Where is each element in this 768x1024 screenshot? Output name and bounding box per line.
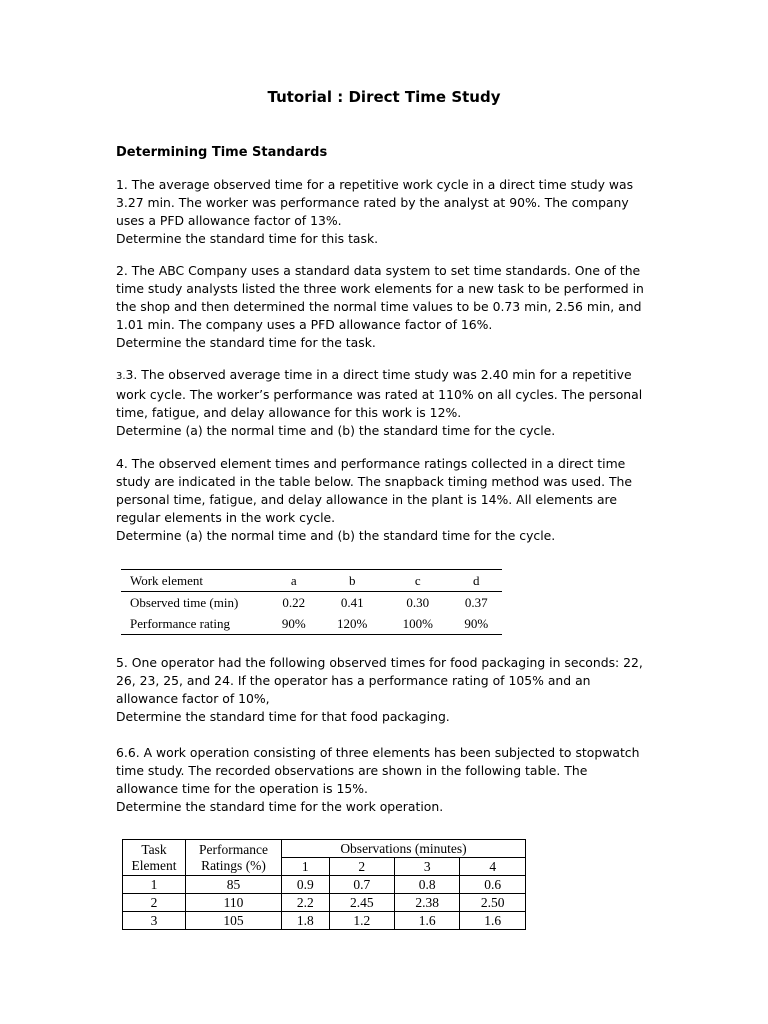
table-cell: 0.22 [282, 594, 306, 610]
question-1-line: 3.27 min. The worker was performance rated by the analyst at 90%. The company [116, 194, 629, 210]
table-header-cell: 1 [282, 858, 330, 876]
question-3-line [116, 366, 656, 386]
table-row [121, 592, 502, 614]
question-2 [116, 262, 656, 352]
question-1 [116, 176, 656, 248]
table-cell: 90% [281, 615, 306, 631]
question-4-line: 4. The observed element times and performance ratings collected in a direct time [116, 456, 626, 471]
table-cell: 0.41 [340, 594, 364, 610]
table-cell: 2.50 [460, 894, 526, 912]
table-cell: 2.45 [329, 894, 394, 912]
question-1-line: Determine the standard time for this task. [116, 230, 379, 246]
header-text: Ratings (%) [201, 857, 266, 873]
question-2-line: Determine the standard time for the task. [116, 334, 376, 350]
table-cell: 1.8 [282, 912, 330, 930]
question-5-line: 5. One operator had the following observed times for food packaging in seconds: 22, [116, 655, 643, 670]
table-header-row [121, 570, 502, 592]
table-cell: 0.8 [394, 876, 459, 894]
question-5-line: 26, 23, 25, and 24. If the operator has a performance rating of 105% and an [116, 672, 591, 688]
table-cell: 85 [186, 876, 282, 894]
question-2-line: the shop and then determined the normal time values to be 0.73 min, 2.56 min, and [116, 298, 642, 314]
question-3-first-line: 3. The observed average time in a direct time study was 2.40 min for a repetitive [125, 367, 632, 382]
table-header-cell: 4 [460, 858, 526, 876]
table-cell: 1 [123, 876, 186, 894]
table-header-cell [123, 840, 186, 876]
table-cell: 1.2 [329, 912, 394, 930]
table-row [123, 912, 526, 930]
question-4-line: study are indicated in the table below. The snapback timing method was used. The [116, 473, 633, 489]
table-cell: 3 [123, 912, 186, 930]
question-6-line: time study. The recorded observations are shown in the following table. The [116, 762, 588, 778]
table-cell: 0.6 [460, 876, 526, 894]
table-cell: 100% [402, 615, 433, 631]
question-4-line: personal time, fatigue, and delay allowance in the plant is 14%. All elements are [116, 491, 617, 507]
table-header-cell: a [268, 570, 319, 592]
table-cell: 120% [337, 615, 368, 631]
observations-table [122, 839, 526, 930]
table-cell: 90% [464, 615, 489, 631]
question-3-line: Determine (a) the normal time and (b) the standard time for the cycle. [116, 422, 556, 438]
table-header-cell: Observations (minutes) [282, 840, 526, 858]
question-6 [116, 744, 656, 816]
question-6-line: 6.6. A work operation consisting of three elements has been subjected to stopwatch [116, 745, 640, 760]
page-title: Tutorial : Direct Time Study [267, 88, 501, 106]
table-cell: 2.38 [394, 894, 459, 912]
question-4-line: Determine (a) the normal time and (b) the standard time for the cycle. [116, 527, 556, 543]
table-cell: 0.30 [406, 594, 430, 610]
table-cell: 105 [186, 912, 282, 930]
question-6-line: allowance time for the operation is 15%. [116, 780, 368, 796]
table-header-cell: d [451, 570, 503, 592]
table-row [121, 613, 502, 635]
header-text: Element [131, 857, 177, 873]
table-header-cell [186, 840, 282, 876]
table-header-row [123, 840, 526, 858]
question-6-line: Determine the standard time for the work operation. [116, 798, 444, 814]
table-header-cell: 3 [394, 858, 459, 876]
question-5-line: allowance factor of 10%, [116, 690, 270, 706]
section-heading: Determining Time Standards [116, 145, 328, 160]
table-cell: 0.9 [282, 876, 330, 894]
question-4-line: regular elements in the work cycle. [116, 509, 336, 525]
header-text: Performance [199, 841, 268, 857]
question-2-line: 1.01 min. The company uses a PFD allowance factor of 16%. [116, 316, 493, 332]
question-3-line: time, fatigue, and delay allowance for this work is 12%. [116, 404, 462, 420]
question-2-line: 2. The ABC Company uses a standard data system to set time standards. One of the [116, 263, 641, 278]
table-cell: 0.37 [464, 594, 488, 610]
table-cell: Performance rating [130, 615, 230, 631]
question-5 [116, 654, 656, 726]
question-2-line: time study analysts listed the three work elements for a new task to be performed in [116, 280, 644, 296]
table-header-cell: b [319, 570, 385, 592]
question-1-line: 1. The average observed time for a repetitive work cycle in a direct time study was [116, 177, 634, 192]
question-3-prefix: 3. [116, 371, 126, 382]
table-cell: 110 [186, 894, 282, 912]
table-header-cell: c [385, 570, 451, 592]
table-header-cell: 2 [329, 858, 394, 876]
header-text: Task [141, 841, 167, 857]
question-3 [116, 366, 656, 440]
work-element-table [121, 569, 502, 635]
question-5-line: Determine the standard time for that food packaging. [116, 708, 450, 724]
table-header-cell: Work element [121, 570, 268, 592]
question-3-line: work cycle. The worker’s performance was rated at 110% on all cycles. The personal [116, 386, 643, 402]
table-cell: Observed time (min) [130, 594, 239, 610]
table-cell: 2 [123, 894, 186, 912]
question-1-line: uses a PFD allowance factor of 13%. [116, 212, 342, 228]
question-4 [116, 455, 656, 545]
table-row [123, 876, 526, 894]
table-cell: 1.6 [394, 912, 459, 930]
table-row [123, 894, 526, 912]
table-cell: 2.2 [282, 894, 330, 912]
table-cell: 0.7 [329, 876, 394, 894]
table-cell: 1.6 [460, 912, 526, 930]
